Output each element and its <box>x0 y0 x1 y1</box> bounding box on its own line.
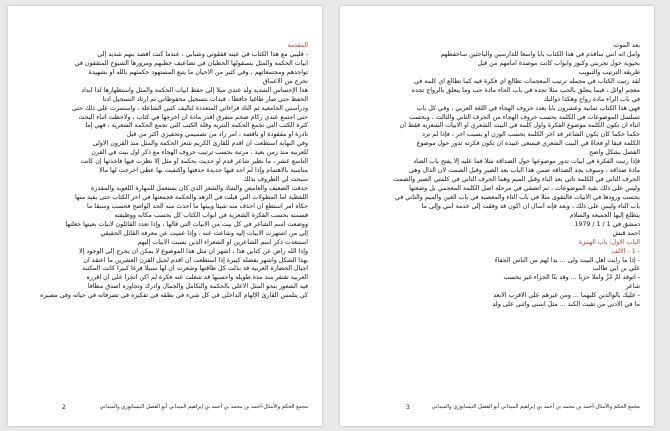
text-line: ووضعت اسم الشاعر في كل بيت من الأبيات التي قالها ، وإذا تعدد القائلون لأبيات بعينها جعلتها <box>65 220 308 228</box>
text-line: حذفت الضعيف والغامض والشاذ والشعر الذي كان يستعمل للمهارة اللغوية والمقدرة <box>91 185 308 192</box>
text-line: حكماً حكماً كأن تكون الشاعر قد أخر الكلمة بحسب الوزن أو بسبب آخر ، فإذا لم ترد <box>422 131 640 139</box>
document-page-right <box>340 6 654 426</box>
text-line: علي بن أبي طالب <box>592 265 640 273</box>
text-line: لقد رتبت الكتاب في مجمله ترتيب المعجمات تطالع أي فكرة فيه كما تطالع أي كلمة في <box>414 77 640 85</box>
text-line: باب التاء وليس على ذلك ، وبعد فإنه أسأل أن أكون قد وفقت إلى خدمة أبني وإلى ما <box>421 202 640 210</box>
text-line: وليس على ذلك بقية الموضوعات ، ثم أتصفي في مرحلة أصل الكلمة المعجمي بل وضعتها <box>409 185 640 192</box>
text-line: الكلمة فيقاً أو فجأةً في البيت الشعري فيسعى عبيده أن تكون فكرته تدور حول موضوع <box>416 140 640 148</box>
text-line: كثرة الكتب التي تجمع الحكمة النثرية وقلة الكتب التي تجمع الحكمة الشعرية ، فهي إما <box>85 122 308 130</box>
page-text <box>354 42 640 310</box>
text-line: - 1 - الألف <box>611 247 640 255</box>
text-line: فيه الشعور بنحو المثل الأعلى بالحكمة والتكامل والجمال وأدرك وتجاوزه أصدق مطافاً <box>87 283 308 291</box>
page-footer <box>22 404 308 414</box>
text-line: مناسبة بالاهتمام وإذا لم أجد فيها جديدة حذفتها واكتفيت بها عطي أخرجت لها مالا <box>99 167 308 175</box>
text-line: بحسب ورودها في الأبيات فالتقوى مثلا في باب التاء والمعصية في باب العين والميم والتأني في <box>395 193 640 201</box>
text-line: إلى من اشتهرت الأبيات إليه وشاعت عنه ، وإذا عميت عن معرفة القائل الحقيقي <box>100 229 308 237</box>
document-page-left <box>8 6 322 426</box>
text-line: - قليبي مع هذا الكتاب في عينه قفقوتي وشبابي ، عندما كنت أقصد بنهم شديد إلى <box>97 50 308 58</box>
text-line: وإذا الله راض عن كتابي هذا ، أشهر أن مثل هذا الموضوع لا يمكن أن يخرج إلى الوجود إلا <box>79 247 308 255</box>
text-line: مادة صداقة ، وسوف يجد الصداقة ضمن هذا الباب بعد الصبر وقبل الصمت لأن الدال وهي <box>409 167 640 175</box>
text-line: أثناء أن تكون الكلمة موضوع الفكرة وأول كلمة في البيت الشعري أو الأبيات الشعرية فقط أن <box>399 122 640 130</box>
footer-text: مجمع الحكم والأمثال-أحمد بن محمد بن أحمد بن إبراهيم الميداني أبو الفضل النيسابوري والميداني <box>431 404 640 410</box>
footer-text: مجمع الحكم والأمثال-أحمد بن محمد بن أحمد بن إبراهيم الميداني أبو الفضل النيسابوري والميداني <box>99 404 308 410</box>
text-line: يتطلع إليها الجميعة والسلام <box>569 211 640 219</box>
text-line: الحرف الثاني في الكلمة تأتي بعد الباء وقبل الميم وهما الحرف الثاني في كلمتي الصبر والصمت <box>393 176 640 184</box>
text-line: بهذا الشكل وأشهر بفضله كبيرة إذا استطعت أن أقدم لجيل القرن العشرين ما أعتقد أن <box>83 256 308 264</box>
text-line: هذا الإحساس الشديد ولد عندي ميلاً إلى حفظ أبيات الحكمة والمثل واستظهارها لدا ابداد <box>81 86 308 94</box>
text-line: بعد الموت <box>613 42 640 49</box>
text-line: أبيات الحكمة والمثل بسبقولها الحظيان في تضاعيف خطبهم ومرورها الشيوخ المتقفون في <box>74 59 308 67</box>
text-line: وفي النهاية استطعت أن أقدم للقارئ الكريم شعر الحكمة والمثل منذ القرون الأولى <box>92 140 308 148</box>
text-line: في باب الراء مادة زواج وهكذا دواليك <box>543 95 640 103</box>
text-line: ودراستي الجامعية ثم ألتاد قراءاتي المتعددة لتأليف كتبي الشاعلة ، واستمرت على ذلك حتى <box>72 104 308 112</box>
text-line: قسمته بحسب الفكرة الشعرية في أبواب الكتاب كل بحسب مكانه ووظيفته <box>114 211 308 219</box>
text-line: تخرج من الأعماق <box>262 77 308 85</box>
text-line: المقدمة <box>287 42 308 49</box>
text-line: العربية تفتقر منذ مدة طويلة وأحسبها قد شغلت عنه فكرة لم أكن أتجرأ على أن أقرره <box>86 274 308 282</box>
text-line: الحفظ حتى صار طاغياً حافظاً ، فبدأت بتسجيل محفوظاتي ثم ارتاد التسجيل أدتا <box>102 95 308 103</box>
text-line: كي يتلمس القارئ الإلهام الداخلي في كل شيء في بطقه في تفكيره في تصرفاته في حياته وفي مصيره <box>40 292 308 300</box>
page-text <box>22 42 308 301</box>
text-line: فإذا رتبت الفكرة في أبيات تدور موضوعها حول الصداقة مثلاً فما عليه إلا يفتح باب الصاد <box>413 158 640 166</box>
text-line: تواجدهم ومجتمعاتهم ، وفي كثير من الأحيان ما يتبع المستهود حكمتهم بالله أو بشهيدة <box>88 68 308 76</box>
page-footer <box>354 404 640 414</box>
text-line: بحيوية حول تجربتي وكنوز وأبواب كانت موصدة أمامهم من قبل <box>477 59 640 67</box>
text-line: - إذا ما رأيت أهل البيت ولّى ... بدا لهم من الناس الجفاءُ <box>494 256 640 264</box>
text-line: دمشق في 1 / 1 / 1979 <box>574 220 640 228</box>
text-line: - عليك بالوالدين كليهما ... ومن غيرهم على الأقرب الأبعد <box>493 292 640 300</box>
text-line: التاسع عشر ، ما نظير شاعر قدم أو حديث بحكمة أو مثل إلا نظرت فيها فأخذتها إن كانت <box>80 158 308 166</box>
text-line: أحمد قبش <box>612 229 640 237</box>
text-line: - أتوقد أمَّ حُزّ وأملأ حزباً ... وقد بنّا الجزاء غير يحسب <box>503 274 640 282</box>
text-line: ما في الأدنى من تقيت الكبد ... مثلُ أسنى وأثنى على ولد <box>492 301 640 309</box>
text-line: تسلسل الموضوعات في الكلمة بحسب حروف الهجاء من الحرف الثاني والثالث ، وبحسب <box>409 113 640 121</box>
text-line: للعربية منذ زمن بعيد ، مرتبة بحسب ترتيب حروف الهجاء مع ذكر أول بيت في القرن <box>91 149 308 157</box>
text-line: شاعر <box>625 283 640 291</box>
text-line: حكاه أمر أستطع أن أحذف منه شيئاً وبيتها ما أحدث منه الحد الواضح فحسب وسبقا ما <box>87 202 308 210</box>
text-line: طريقة الترتيب والتبويب <box>578 68 640 76</box>
text-line: حتى اجتمع عندي ركام ضخم متفرق أقدر مادة أن أخرجها في كتاب ، ولاحظت أثناء البحث <box>78 113 308 121</box>
page-number: 3 <box>406 404 410 411</box>
text-line: نادرة أو مفقودة أو ناقصة ، أمر زاد من تصميمي وتحفيزي أكثر من قبل <box>126 131 308 139</box>
text-line: فهي هذا الكتاب ثمانية وعشرون باباً بعدد حروف الهجاء في اللغة العربي ، وفي كل باب <box>416 104 640 112</box>
text-line: اللفظية أما المطولات التي قيلت في الزهد والحكمة فجمعتها في آخر الكتاب حتى يفيد منها <box>75 193 308 201</box>
text-line: استبعدت ذكر اسم الشاعرين أو الشعراء الذين نسبت الأبيات إليهم <box>137 238 308 246</box>
text-line: أجيال الحضارة العربية قد بذلت كل طاقتها وشعرت أن لها سبيلاً فرغاً كبيراً كانت المكتبة <box>82 265 308 273</box>
text-line: وأمل أنه أنني سأقدم في هذا الكتاب بابا واسعا للدارسين والباحثين سأحفظهم <box>440 50 640 58</box>
text-line: الباب الأول: باب الهمزة <box>578 238 640 246</box>
text-line: معجم أوائل ، فيما يتعلق بالحب مثلا تجده في باب الحاء مادة حب وما يتعلق بالرواج تجده <box>411 86 640 94</box>
text-line: سبحت لي الظروف بذلك <box>243 176 308 184</box>
page-number: 2 <box>62 404 66 411</box>
text-line: الفصل بشكل واضح <box>589 149 640 157</box>
